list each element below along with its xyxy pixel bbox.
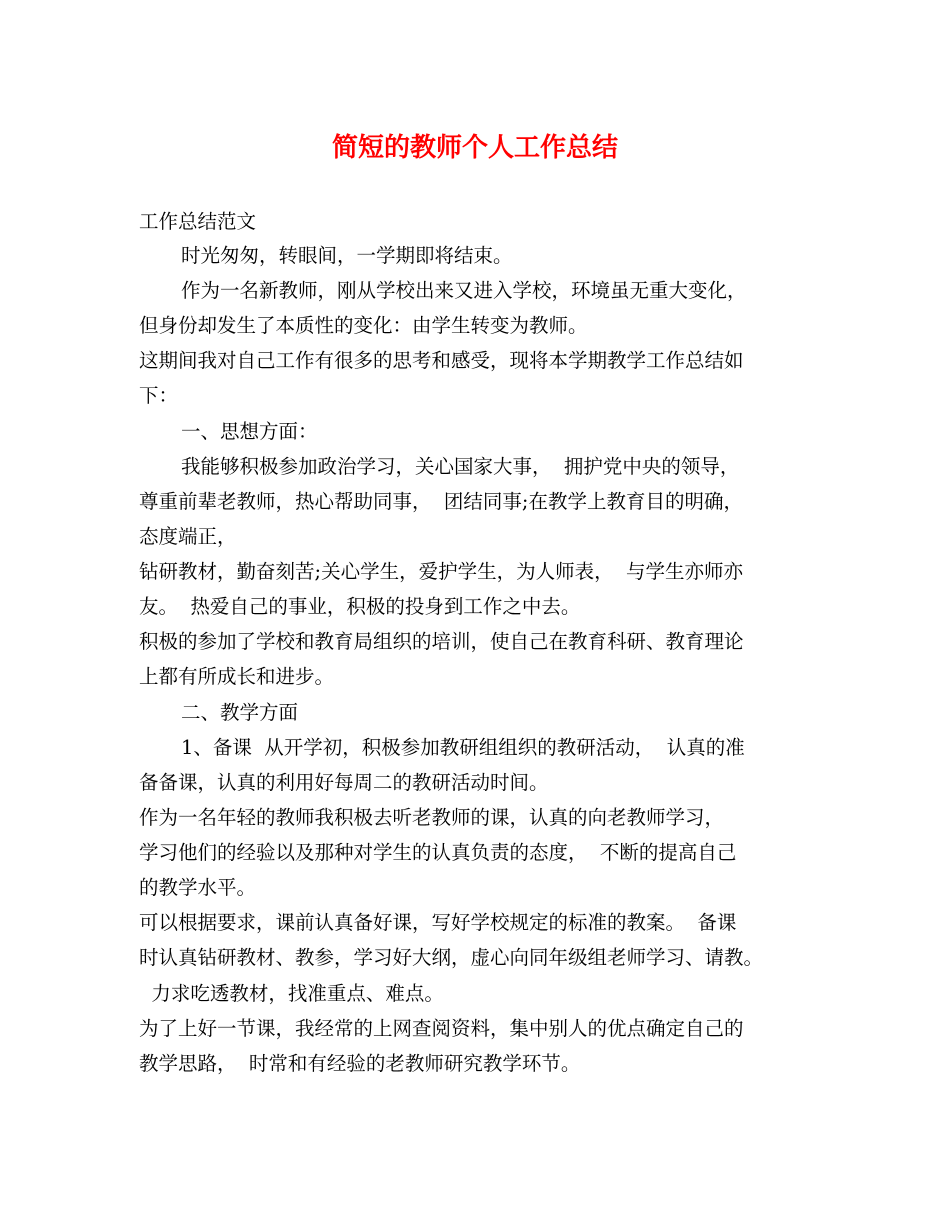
text-line: 力求吃透教材，找准重点、难点。 xyxy=(139,982,444,1005)
text-line: 但身份却发生了本质性的变化：由学生转变为教师。 xyxy=(139,314,588,337)
text-line: 1、备课 从开学初，积极参加教研组组织的教研活动， 认真的准 xyxy=(181,736,745,759)
text-line: 可以根据要求，课前认真备好课，写好学校规定的标准的教案。 备课 xyxy=(139,911,737,934)
text-line: 备备课，认真的利用好每周二的教研活动时间。 xyxy=(139,771,549,794)
text-line: 时认真钻研教材、教参，学习好大纲，虚心向同年级组老师学习、请教。 xyxy=(139,946,764,969)
text-line: 作为一名新教师，刚从学校出来又进入学校，环境虽无重大变化， xyxy=(181,279,747,302)
text-line: 我能够积极参加政治学习，关心国家大事， 拥护党中央的领导， xyxy=(181,455,740,478)
text-line: 一、思想方面： xyxy=(181,420,318,443)
text-line: 二、教学方面 xyxy=(181,701,299,724)
text-line: 工作总结范文 xyxy=(139,210,257,233)
text-line: 友。 热爱自己的事业，积极的投身到工作之中去。 xyxy=(139,595,581,618)
text-line: 上都有所成长和进步。 xyxy=(139,665,335,688)
document-title: 简短的教师个人工作总结 xyxy=(331,133,618,163)
text-line: 为了上好一节课，我经常的上网查阅资料，集中别人的优点确定自己的 xyxy=(139,1017,744,1040)
text-line: 的教学水平。 xyxy=(139,876,257,899)
text-line: 这期间我对自己工作有很多的思考和感受，现将本学期教学工作总结如 xyxy=(139,349,744,372)
text-line: 尊重前辈老教师，热心帮助同事， 团结同事;在教学上教育目的明确， xyxy=(139,490,743,513)
text-line: 积极的参加了学校和教育局组织的培训，使自己在教育科研、教育理论 xyxy=(139,630,744,653)
text-line: 态度端正， xyxy=(139,525,237,548)
text-line: 教学思路， 时常和有经验的老教师研究教学环节。 xyxy=(139,1052,581,1075)
text-line: 学习他们的经验以及那种对学生的认真负责的态度， 不断的提高自己 xyxy=(139,841,737,864)
text-line: 时光匆匆，转眼间，一学期即将结束。 xyxy=(181,244,513,267)
text-line: 钻研教材，勤奋刻苦;关心学生，爱护学生，为人师表， 与学生亦师亦 xyxy=(139,560,743,583)
text-line: 作为一名年轻的教师我积极去听老教师的课，认真的向老教师学习， xyxy=(139,806,725,829)
text-line: 下： xyxy=(139,384,179,407)
